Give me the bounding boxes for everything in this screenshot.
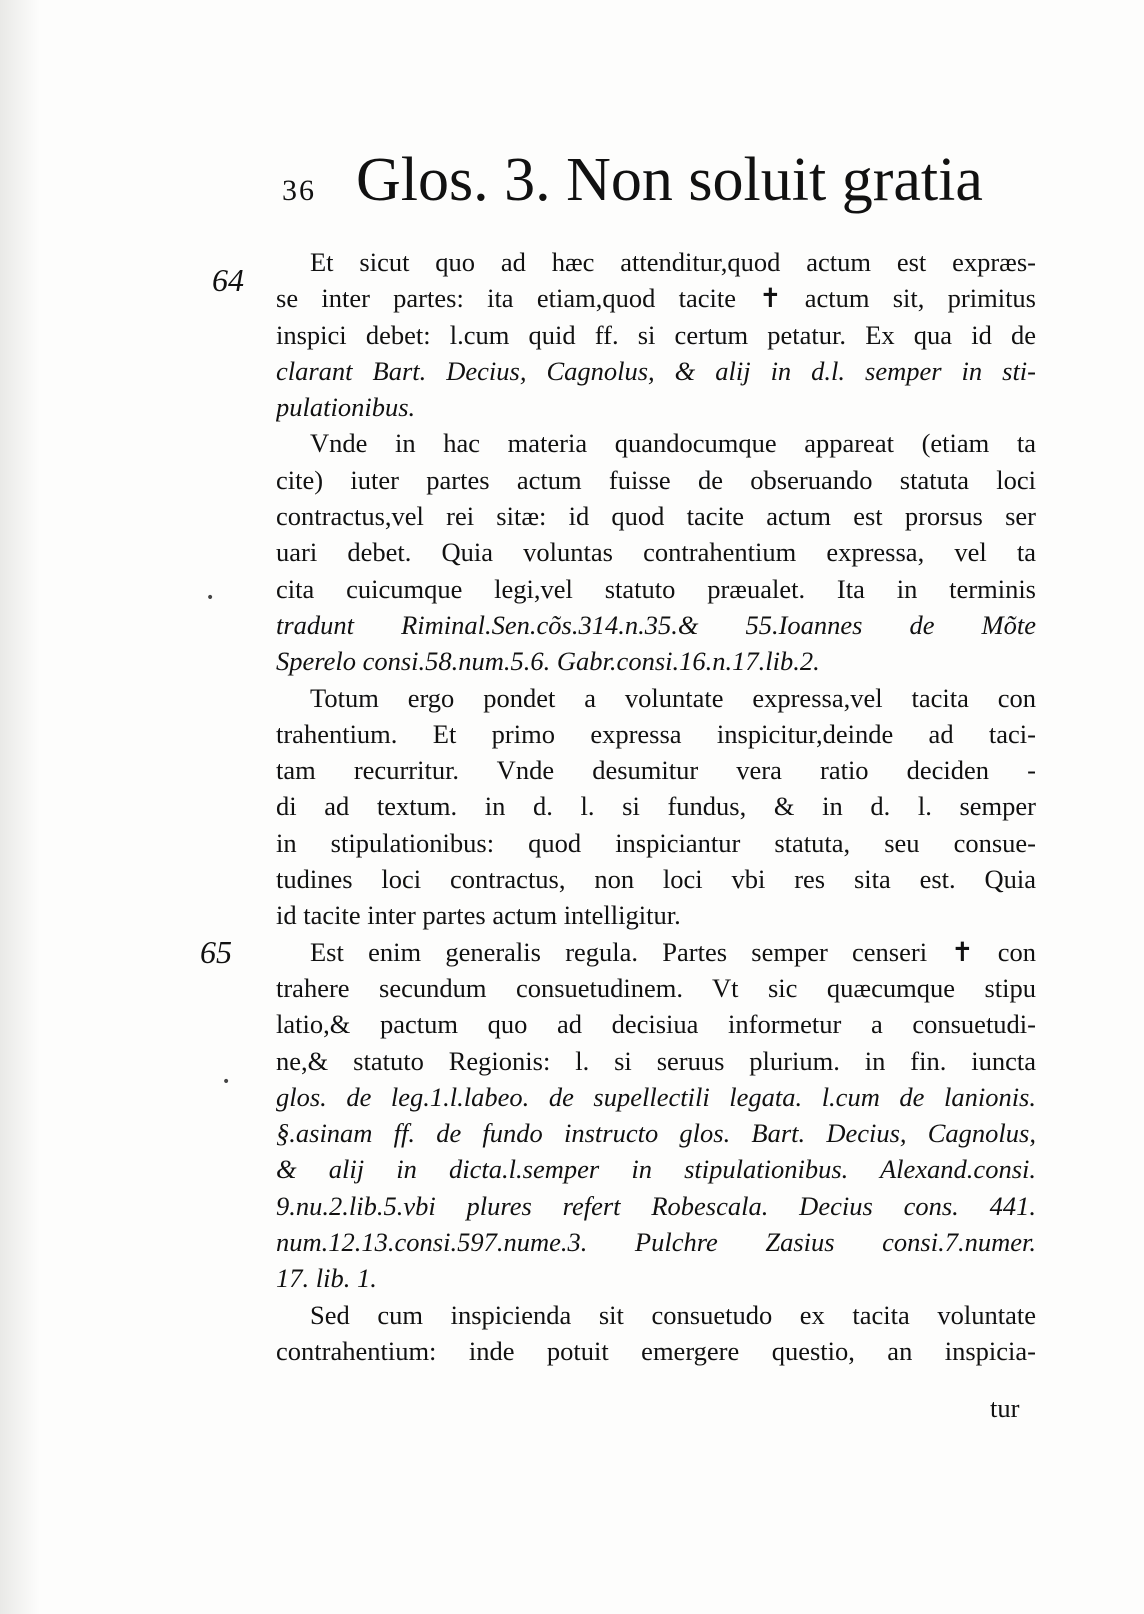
text-line: cite) iuter partes actum fuisse de obseruando statuta loci (276, 464, 1036, 495)
text-line: §.asinam ff. de fundo instructo glos. Bart. Decius, Cagnolus, (276, 1118, 1036, 1149)
paragraph (276, 680, 1036, 934)
text-line: tam recurritur. Vnde desumitur vera ratio deciden - (276, 755, 1036, 786)
text-line: trahere secundum consuetudinem. Vt sic quæcumque stipu (276, 972, 1036, 1003)
running-head: Glos. 3. Non soluit gratia (356, 146, 983, 214)
paragraph (276, 244, 1036, 425)
text-line: 9.nu.2.lib.5.vbi plures refert Robescala. Decius cons. 441. (276, 1190, 1036, 1221)
page-header (282, 140, 1022, 220)
paragraph (276, 1297, 1036, 1370)
margin-mark: • (222, 1074, 231, 1090)
text-line: di ad textum. in d. l. si fundus, & in d. l. semper (276, 791, 1036, 822)
text-line: 17. lib. 1. (276, 1263, 377, 1294)
text-line: contractus,vel rei sitæ: id quod tacite actum est prorsus ser (276, 501, 1036, 532)
text-line: tudines loci contractus, non loci vbi res sita est. Quia (276, 864, 1036, 895)
page-number: 36 (282, 174, 316, 207)
text-line: Sperelo consi.58.num.5.6. Gabr.consi.16.n.17.lib.2. (276, 646, 820, 677)
text-line: clarant Bart. Decius, Cagnolus, & alij in d.l. semper in sti- (276, 355, 1036, 386)
text-line: Et sicut quo ad hæc attenditur,quod actum est expræs- (310, 247, 1036, 277)
text-line: tradunt Riminal.Sen.cõs.314.n.35.& 55.Ioannes de Mõte (276, 609, 1036, 640)
text-line: in stipulationibus: quod inspiciantur statuta, seu consue- (276, 827, 1036, 858)
paragraph (276, 425, 1036, 679)
text-line: contrahentium: inde potuit emergere questio, an inspicia- (276, 1335, 1036, 1366)
text-line: latio,& pactum quo ad decisiua informetur a consuetudi- (276, 1009, 1036, 1040)
marginal-number-65: 65 (200, 934, 232, 970)
text-line: Est enim generalis regula. Partes semper censeri ✝ con (310, 936, 1036, 967)
text-line: trahentium. Et primo expressa inspicitur,deinde ad taci- (276, 718, 1036, 749)
text-line: & alij in dicta.l.semper in stipulationibus. Alexand.consi. (276, 1154, 1036, 1185)
text-line: Totum ergo pondet a voluntate expressa,vel tacita con (310, 682, 1036, 713)
text-line: num.12.13.consi.597.nume.3. Pulchre Zasius consi.7.numer. (276, 1227, 1036, 1258)
text-line: Vnde in hac materia quandocumque appareat (etiam ta (310, 428, 1036, 459)
text-line: Sed cum inspicienda sit consuetudo ex tacita voluntate (310, 1299, 1036, 1330)
paragraph (276, 934, 1036, 1297)
margin-mark: • (206, 590, 215, 606)
gutter-shadow (0, 0, 40, 1614)
text-line: id tacite inter partes actum intelligitur. (276, 900, 681, 931)
text-line: cita cuicumque legi,vel statuto præualet. Ita in terminis (276, 573, 1036, 604)
text-line: ne,& statuto Regionis: l. si seruus plurium. in fin. iuncta (276, 1045, 1036, 1076)
text-line: pulationibus. (276, 392, 416, 423)
catchword: tur (990, 1393, 1020, 1423)
body-text (276, 244, 1036, 1369)
text-line: glos. de leg.1.l.labeo. de supellectili legata. l.cum de lanionis. (276, 1081, 1036, 1112)
text-line: uari debet. Quia voluntas contrahentium expressa, vel ta (276, 537, 1036, 568)
text-line: se inter partes: ita etiam,quod tacite ✝ actum sit, primitus (276, 283, 1036, 314)
marginal-number-64: 64 (212, 262, 244, 298)
text-line: inspici debet: l.cum quid ff. si certum petatur. Ex qua id de (276, 319, 1036, 350)
